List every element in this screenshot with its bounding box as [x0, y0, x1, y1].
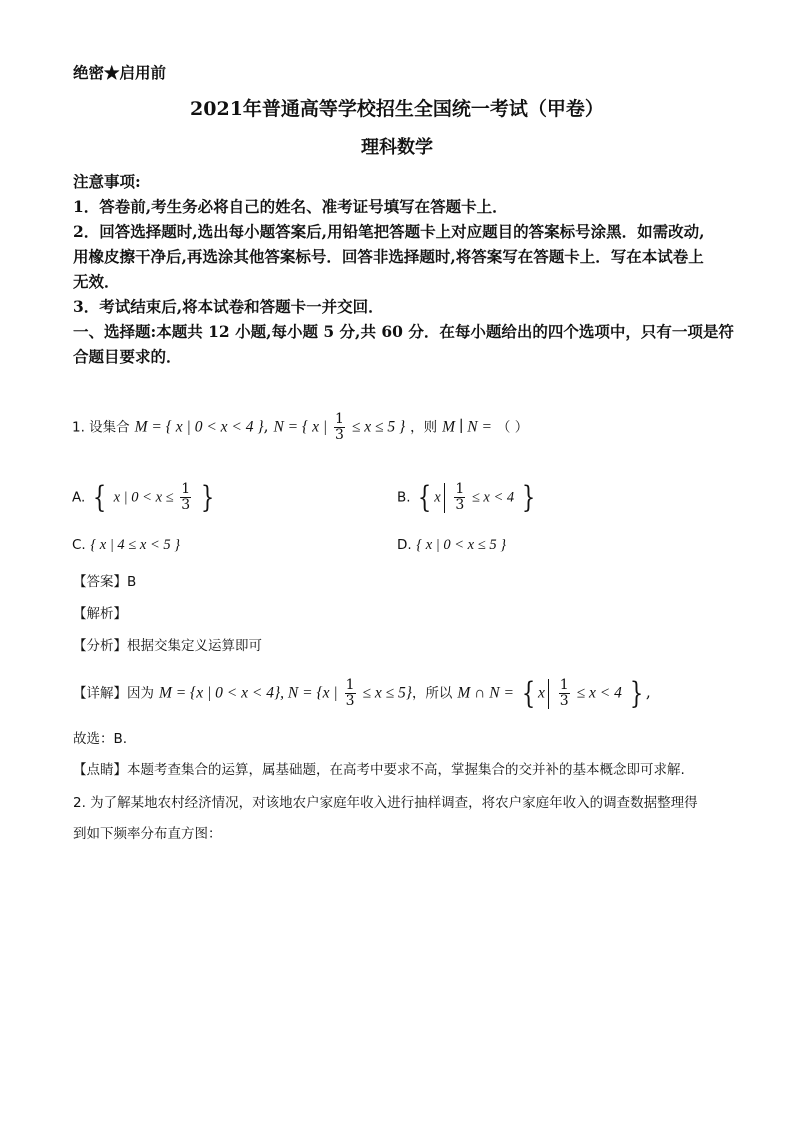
answer-value: B	[127, 574, 137, 590]
option-b-fraction: $\frac{1}{3}$	[455, 481, 465, 513]
note-item-1: 1．答卷前,考生务必将自己的姓名、准考证号填写在答题卡上．	[73, 197, 508, 216]
option-d-label: D.	[397, 537, 412, 553]
dianjing-line	[73, 760, 685, 780]
secret-label: 绝密★启用前	[73, 63, 167, 82]
xiangjie-result-left: M ∩ N =	[457, 684, 514, 702]
fenxi-tag: 【分析】	[73, 638, 127, 654]
xiangjie-n-right: ≤ x ≤ 5}	[362, 684, 412, 702]
subject-title: 理科数学	[361, 137, 433, 158]
option-a-expression: x | 0 < x ≤	[113, 489, 174, 506]
option-c-label: C.	[72, 537, 86, 553]
xiangjie-line: 【详解】因为 M = {x | 0 < x < 4}, N = {x | $\frac{1}{3}$ ≤ x ≤ 5}，所以 M ∩ N = { x $\frac{1}{3}$ ≤ x < 4 } ,	[73, 675, 651, 711]
option-b: B. { x $\frac{1}{3}$ ≤ x < 4 }	[397, 479, 535, 515]
note-item-3: 3．考试结束后,将本试卷和答题卡一并交回．	[73, 297, 384, 316]
set-n-left: N = { x |	[273, 418, 328, 436]
fenxi-text: 根据交集定义运算即可	[127, 638, 262, 654]
note-item-2-line-2: 用橡皮擦干净后,再选涂其他答案标号．回答非选择题时,将答案写在答题卡上．写在本试卷上	[73, 247, 704, 266]
fenxi-line	[73, 636, 262, 656]
question-1-ask-prefix: ，则	[410, 419, 438, 436]
answer-tag: 【答案】	[73, 574, 127, 590]
set-m-definition: M = { x | 0 < x < 4 }	[134, 418, 264, 436]
exam-title: 2021年普通高等学校招生全国统一考试（甲卷）	[190, 98, 604, 120]
option-d	[397, 535, 506, 555]
set-n-fraction: $\frac{1}{3}$	[335, 411, 344, 443]
note-item-2-line-3: 无效．	[73, 272, 120, 291]
question-2-line-1: 2. 为了解某地农村经济情况，对该地农户家庭年收入进行抽样调查，将农户家庭年收入的调查数据整理得	[73, 795, 698, 811]
set-n-right: ≤ x ≤ 5 }	[351, 418, 406, 436]
notes-heading: 注意事项:	[73, 172, 141, 191]
dianjing-tag: 【点睛】	[73, 762, 127, 778]
answer-paren: （ ）	[496, 419, 529, 436]
section-heading-line-2: 合题目要求的．	[73, 347, 182, 366]
xiangjie-result-right: ≤ x < 4	[576, 684, 622, 702]
question-1-prefix: 1. 设集合	[72, 419, 130, 436]
answer-line	[73, 572, 136, 592]
analysis-tag: 【解析】	[73, 606, 127, 622]
note-item-2-line-1: 2．回答选择题时,选出每小题答案后,用铅笔把答题卡上对应题目的答案标号涂黑．如需改动,	[73, 222, 705, 241]
option-c-expression: { x | 4 ≤ x < 5 }	[90, 537, 181, 553]
xiangjie-tag: 【详解】	[73, 685, 127, 702]
select-line: 故选：B.	[73, 731, 128, 747]
xiangjie-fraction: $\frac{1}{3}$	[345, 677, 355, 709]
xiangjie-m-set: M = {x | 0 < x < 4}, N = {x |	[158, 684, 338, 702]
option-a-label: A.	[72, 489, 86, 506]
xiangjie-so: ，所以	[411, 685, 453, 702]
option-d-expression: { x | 0 < x ≤ 5 }	[416, 537, 506, 553]
option-b-expression: ≤ x < 4	[471, 489, 515, 506]
dianjing-text: 本题考查集合的运算，属基础题，在高考中要求不高，掌握集合的交并补的基本概念即可求解.	[127, 762, 685, 778]
option-a-fraction: $\frac{1}{3}$	[181, 481, 191, 513]
question-1-ask-expression: M ∣ N =	[442, 418, 492, 436]
question-2-line-2: 到如下频率分布直方图：	[73, 826, 222, 842]
xiangjie-because: 因为	[127, 685, 154, 702]
xiangjie-result-fraction: $\frac{1}{3}$	[559, 677, 569, 709]
option-c	[72, 535, 180, 555]
option-b-label: B.	[397, 489, 411, 506]
question-1-stem: 1. 设集合 M = { x | 0 < x < 4 }, N = { x | $\frac{1}{3}$ ≤ x ≤ 5 } ，则 M ∣ N = （ ）	[72, 411, 529, 443]
section-heading-line-1: 一、选择题:本题共 12 小题,每小题 5 分,共 60 分．在每小题给出的四个选项中，只有一项是符	[73, 322, 734, 341]
option-a: A. { x | 0 < x ≤ $\frac{1}{3}$ }	[72, 479, 214, 515]
